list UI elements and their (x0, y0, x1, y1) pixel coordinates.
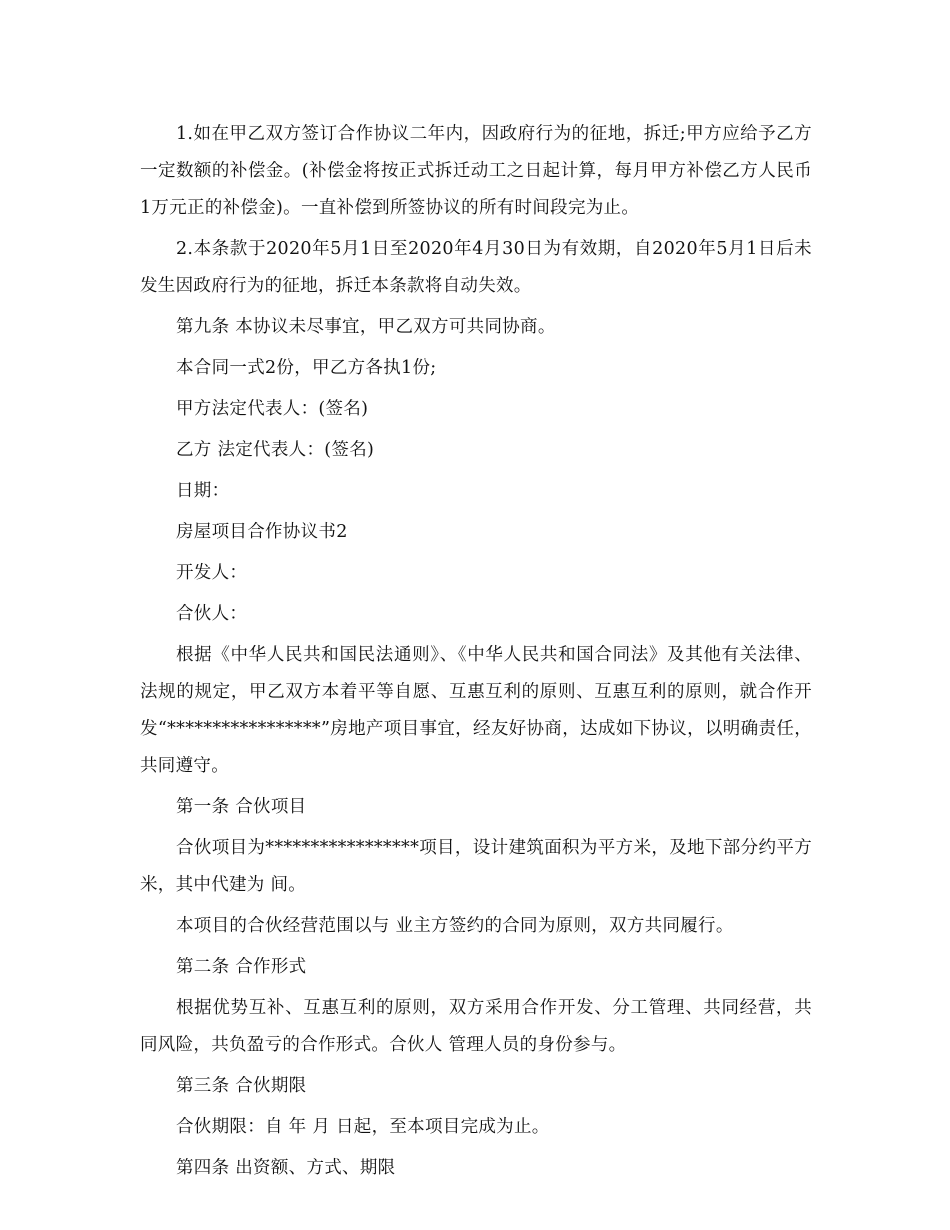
paragraph-cooperation-form: 根据优势互补、互惠互利的原则，双方采用合作开发、分工管理、共同经营，共同风险，共负盈亏的合作形式。合伙人 管理人员的身份参与。 (140, 998, 812, 1055)
paragraph-project-description: 合伙项目为*****************项目，设计建筑面积为平方米，及地下部分约平方米，其中代建为 间。 (140, 838, 812, 895)
heading-article-3: 第三条 合伙期限 (176, 1076, 307, 1096)
paragraph-partnership-term: 合伙期限：自 年 月 日起，至本项目完成为止。 (176, 1117, 550, 1137)
paragraph-compensation-clause: 1.如在甲乙双方签订合作协议二年内，因政府行为的征地，拆迁;甲方应给予乙方一定数额的补偿金。(补偿金将按正式拆迁动工之日起计算，每月甲方补偿乙方人民币1万元正的补偿金)。一直补偿到所签协议的所有时间段完为止。 (140, 124, 812, 218)
document-body (140, 116, 812, 1191)
paragraph-party-a-signature: 甲方法定代表人：(签名) (176, 399, 369, 419)
heading-article-4: 第四条 出资额、方式、期限 (176, 1158, 396, 1178)
paragraph-developer: 开发人： (176, 563, 248, 583)
paragraph-validity-clause: 2.本条款于2020年5月1日至2020年4月30日为有效期，自2020年5月1日后未发生因政府行为的征地，拆迁本条款将自动失效。 (140, 239, 812, 296)
heading-article-2: 第二条 合作形式 (176, 957, 307, 977)
heading-article-1: 第一条 合伙项目 (176, 797, 307, 817)
paragraph-article-9: 第九条 本协议未尽事宜，甲乙双方可共同协商。 (176, 317, 556, 337)
paragraph-copies: 本合同一式2份，甲乙方各执1份; (176, 358, 437, 378)
paragraph-party-b-signature: 乙方 法定代表人：(签名) (176, 440, 375, 460)
paragraph-business-scope: 本项目的合伙经营范围以与 业主方签约的合同为原则，双方共同履行。 (176, 916, 734, 936)
paragraph-partner: 合伙人： (176, 604, 248, 624)
paragraph-preamble: 根据《中华人民共和国民法通则》、《中华人民共和国合同法》及其他有关法律、法规的规定，甲乙双方本着平等自愿、互惠互利的原则、互惠互利的原则，就合作开发“*****************”房地产项目事宜，经友好协商，达成如下协议，以明确责任，共同遵守。 (140, 645, 812, 776)
paragraph-agreement-title-2: 房屋项目合作协议书2 (176, 522, 348, 542)
paragraph-date: 日期： (176, 481, 230, 501)
